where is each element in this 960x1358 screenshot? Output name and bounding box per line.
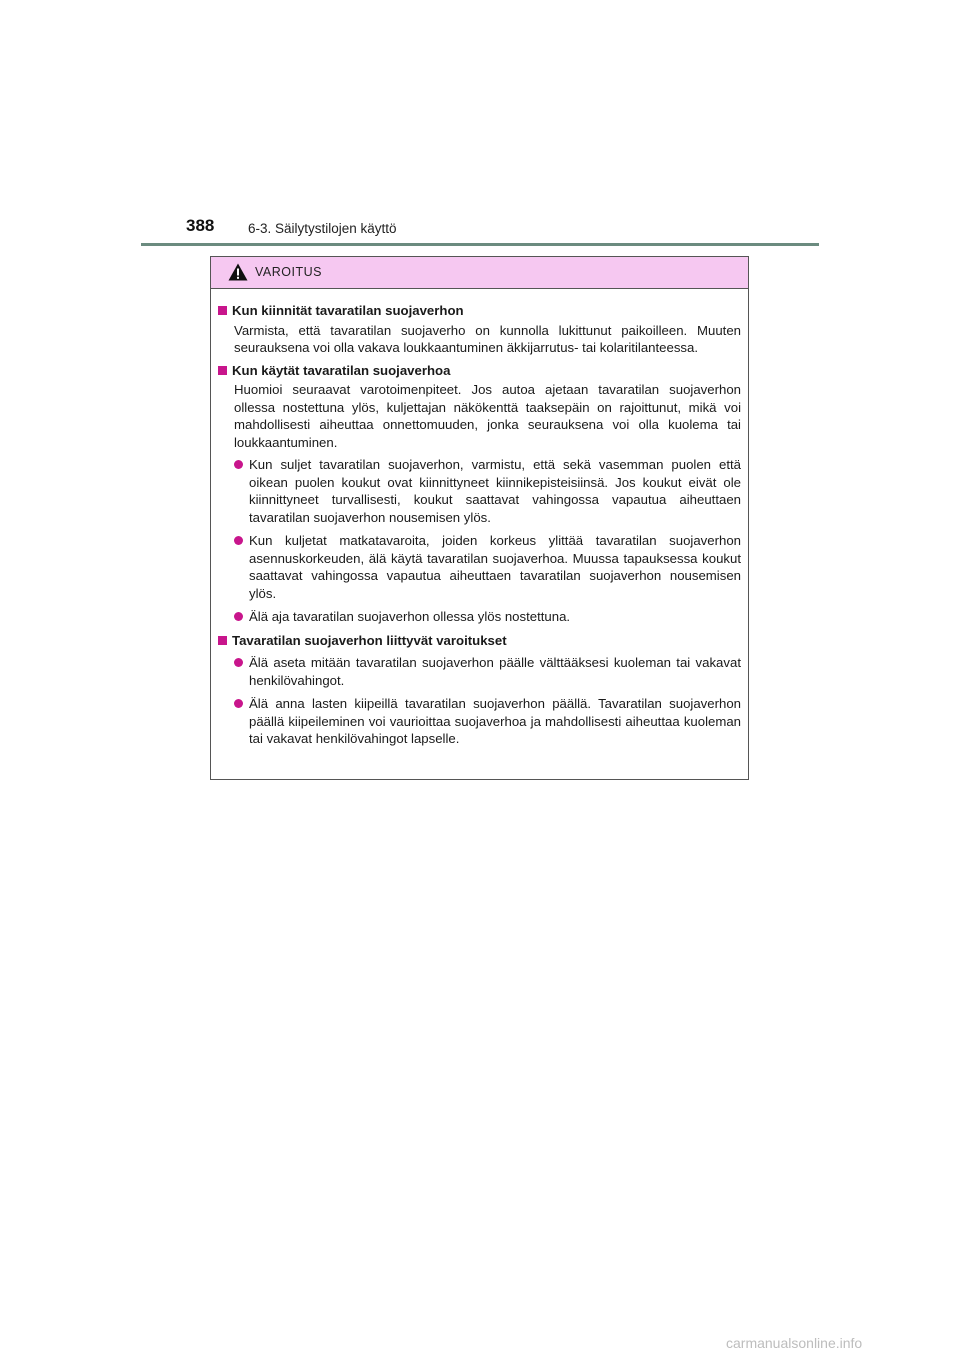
warning-triangle-icon xyxy=(228,263,248,281)
list-item-text: Älä aja tavaratilan suojaverhon ollessa ylös nostettuna. xyxy=(249,609,571,624)
round-bullet-icon xyxy=(234,658,243,667)
list-item-text: Kun suljet tavaratilan suojaverhon, varmistu, että sekä vasemman puolen että oikean puolen koukut ovat kiinnittyneet kiinnikepisteisiinsä. Jos koukut eivät ole kiinnittyneet turvallisesti, koukut saattavat vahingossa vapautua aiheuttaen tavaratilan suojaverhon nousemisen ylös. xyxy=(249,457,741,525)
list-item xyxy=(234,654,741,689)
square-bullet-icon xyxy=(218,366,227,375)
warning-section xyxy=(218,362,741,626)
page-header xyxy=(186,216,826,246)
page-number: 388 xyxy=(186,216,215,235)
warning-section xyxy=(218,302,741,357)
warning-section xyxy=(218,632,741,748)
square-bullet-icon xyxy=(218,636,227,645)
list-item xyxy=(234,695,741,748)
warning-label: VAROITUS xyxy=(255,265,322,279)
section-heading-text: Tavaratilan suojaverhon liittyvät varoitukset xyxy=(232,632,507,648)
list-item-text: Älä aseta mitään tavaratilan suojaverhon päälle välttääksesi kuoleman tai vakavat henkilövahingot. xyxy=(249,655,741,688)
round-bullet-icon xyxy=(234,460,243,469)
section-heading-text: Kun käytät tavaratilan suojaverhoa xyxy=(232,362,451,378)
list-item xyxy=(234,456,741,526)
section-title: 6-3. Säilytystilojen käyttö xyxy=(248,221,397,236)
square-bullet-icon xyxy=(218,306,227,315)
list-item-text: Kun kuljetat matkatavaroita, joiden korkeus ylittää tavaratilan suojaverhon asennuskorkeuden, älä käytä tavaratilan suojaverhoa. Muussa tapauksessa koukut saattavat vahingossa vapautua aiheuttaen tavaratilan suojaverhon nousemisen ylös. xyxy=(249,533,741,601)
round-bullet-icon xyxy=(234,536,243,545)
list-item xyxy=(234,532,741,602)
section-heading xyxy=(218,632,741,650)
round-bullet-icon xyxy=(234,699,243,708)
section-heading-text: Kun kiinnität tavaratilan suojaverhon xyxy=(232,303,464,318)
warning-body xyxy=(211,289,748,748)
section-heading xyxy=(218,362,741,380)
section-paragraph: Huomioi seuraavat varotoimenpiteet. Jos autoa ajetaan tavaratilan suojaverhon ollessa nostettuna ylös, kuljettajan näkökenttä taaksepäin on rajoittunut, mikä voi mahdollisesti aiheuttaa onnettomuuden, jonka seurauksena voi olla kuolema tai loukkaantuminen. xyxy=(234,382,741,450)
warning-header xyxy=(211,257,748,289)
header-divider xyxy=(141,243,819,246)
watermark: carmanualsonline.info xyxy=(726,1335,863,1351)
section-heading xyxy=(218,302,741,320)
list-item xyxy=(234,608,741,626)
list-item-text: Älä anna lasten kiipeillä tavaratilan suojaverhon päällä. Tavaratilan suojaverhon päällä kiipeileminen voi vaurioittaa suojaverhoa ja mahdollisesti aiheuttaa kuoleman tai vakavat henkilövahingot lapselle. xyxy=(249,696,741,746)
warning-box xyxy=(210,256,749,780)
round-bullet-icon xyxy=(234,612,243,621)
section-paragraph: Varmista, että tavaratilan suojaverho on kunnolla lukittunut paikoilleen. Muuten seurauksena voi olla vakava loukkaantuminen äkkijarrutus- tai kolaritilanteessa. xyxy=(234,322,741,355)
